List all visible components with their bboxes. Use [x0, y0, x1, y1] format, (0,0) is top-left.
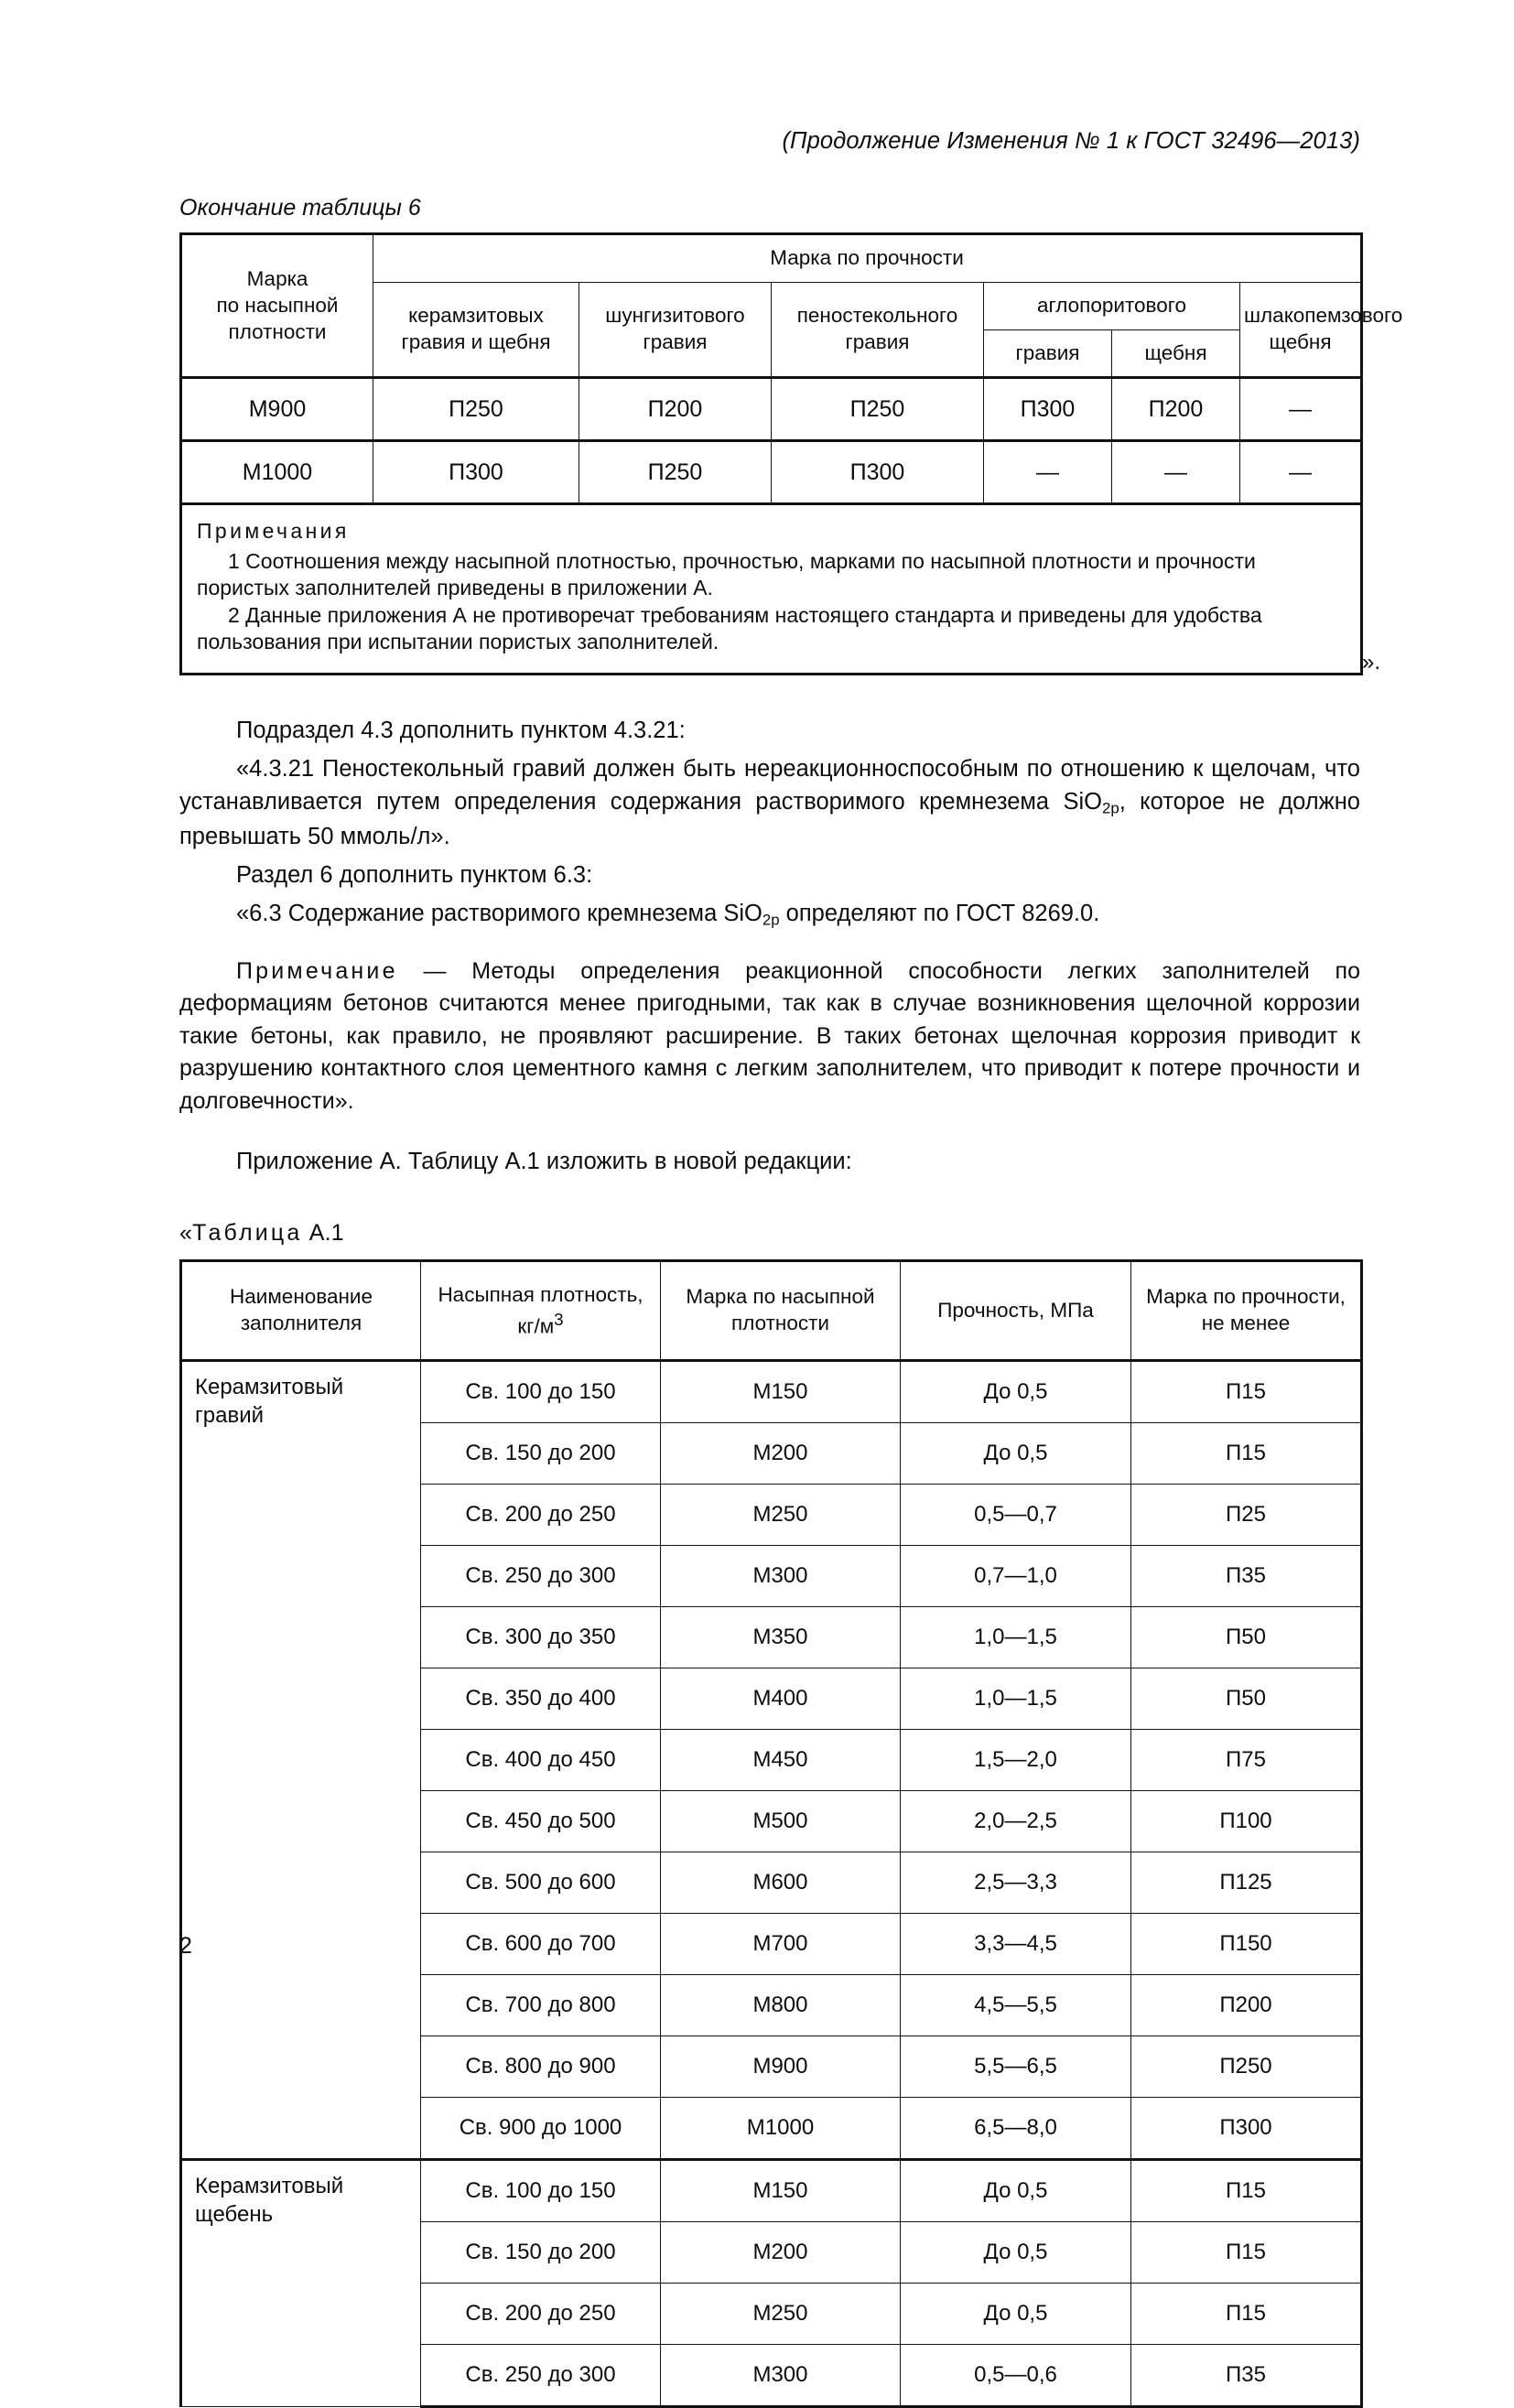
table6-header-shungizit-l1: шунгизитового — [605, 304, 745, 328]
tableA1-header-density-unit: кг/м — [517, 1314, 555, 1338]
tableA1-group-name-l1: Керамзитовый — [195, 2174, 344, 2199]
tableA1-cell-strength-grade: П35 — [1131, 2345, 1362, 2407]
table6-header-penosteklo-l1: пеностекольного — [796, 304, 958, 328]
tableA1-cell-grade: М250 — [661, 2284, 901, 2345]
tableA1-header-density-l1: Насыпная плотность, — [438, 1282, 643, 1306]
table6-header-aglo-graviy: гравия — [984, 329, 1112, 378]
tableA1-cell-strength-grade: П15 — [1131, 2284, 1362, 2345]
tableA1-cell-strength-grade: П50 — [1131, 1607, 1362, 1668]
paragraph-6-3-part-a: «6.3 Содержание растворимого кремнезема SiO — [236, 900, 762, 926]
table6-header-aglo-group: аглопоритового — [984, 282, 1240, 329]
tableA1-header-name — [181, 1261, 421, 1361]
tableA1-cell-strength: 1,5—2,0 — [901, 1730, 1131, 1791]
table6-cell-aglo-scheben: — — [1112, 441, 1240, 504]
tableA1-cell-grade: М350 — [661, 1607, 901, 1668]
paragraph-note — [179, 956, 1360, 1118]
table6-body — [181, 378, 1362, 674]
table6-header-shungizit — [579, 282, 772, 378]
tableA1-cell-density: Св. 150 до 200 — [421, 2222, 661, 2284]
tableA1-cell-density: Св. 200 до 250 — [421, 1485, 661, 1546]
tableA1-cell-strength-grade: П15 — [1131, 1423, 1362, 1485]
tableA1-cell-strength: До 0,5 — [901, 2284, 1131, 2345]
table6-cell-keramzit: П300 — [373, 441, 579, 504]
tableA1-cell-strength: До 0,5 — [901, 1361, 1131, 1423]
tableA1-body — [181, 1361, 1362, 2407]
tableA1-cell-grade: М1000 — [661, 2098, 901, 2160]
tableA1-cell-strength-grade: П125 — [1131, 1852, 1362, 1914]
tableA1-caption — [179, 1220, 1360, 1247]
tableA1-header-name-l2: заполнителя — [240, 1312, 362, 1335]
tableA1-header-density-grade — [661, 1261, 901, 1361]
table6-notes-title: Примечания — [197, 519, 350, 544]
tableA1-cell-strength-grade: П150 — [1131, 1914, 1362, 1975]
tableA1-cell-grade: М600 — [661, 1852, 901, 1914]
note-label: Примечание — [236, 957, 398, 984]
table-row — [181, 2160, 1362, 2222]
tableA1-cell-strength-grade: П100 — [1131, 1791, 1362, 1852]
tableA1-header-name-l1: Наименование — [230, 1285, 373, 1309]
table6-header-grade-l1: Марка — [246, 267, 308, 290]
paragraph-6-3-part-b: определяют по ГОСТ 8269.0. — [779, 900, 1100, 926]
tableA1-cell-strength: 2,0—2,5 — [901, 1791, 1131, 1852]
tableA1-header-density-grade-l2: плотности — [731, 1312, 829, 1335]
tableA1-cell-density: Св. 700 до 800 — [421, 1975, 661, 2036]
tableA1-cell-strength: 3,3—4,5 — [901, 1914, 1131, 1975]
tableA1-cell-density: Св. 250 до 300 — [421, 1546, 661, 1607]
tableA1-cell-grade: М450 — [661, 1730, 901, 1791]
tableA1-cell-grade: М150 — [661, 1361, 901, 1423]
table6-header-grade — [181, 234, 373, 378]
table6-header-keramzit — [373, 282, 579, 378]
table6-cell-grade: М900 — [181, 378, 373, 441]
table6-header-shlakopemza-l2: щебня — [1269, 330, 1332, 354]
tableA1-header-strength-grade-l1: Марка по прочности, — [1146, 1285, 1346, 1309]
table6-header-group-strength: Марка по прочности — [373, 234, 1362, 283]
table6-notes — [181, 504, 1362, 674]
tableA1-cell-strength-grade: П35 — [1131, 1546, 1362, 1607]
tableA1-cell-density: Св. 100 до 150 — [421, 2160, 661, 2222]
table6-closing-quote: ». — [1361, 649, 1380, 675]
table6-cell-aglo-graviy: П300 — [984, 378, 1112, 441]
paragraph-4-3-21 — [179, 752, 1360, 853]
tableA1-header-density-grade-l1: Марка по насыпной — [686, 1285, 875, 1309]
tableA1-cell-strength-grade: П200 — [1131, 1975, 1362, 2036]
tableA1-cell-strength: 0,5—0,6 — [901, 2345, 1131, 2407]
tableA1-cell-strength: До 0,5 — [901, 2160, 1131, 2222]
table6-head — [181, 234, 1403, 378]
tableA1-cell-strength: 0,7—1,0 — [901, 1546, 1131, 1607]
tableA1-cell-density: Св. 800 до 900 — [421, 2036, 661, 2098]
tableA1-cell-grade: М800 — [661, 1975, 901, 2036]
table6-header-grade-l2: по насыпной — [216, 293, 339, 317]
table6-cell-grade: М1000 — [181, 441, 373, 504]
tableA1-cell-density: Св. 400 до 450 — [421, 1730, 661, 1791]
tableA1-cell-grade: М700 — [661, 1914, 901, 1975]
paragraph-appendix-a: Приложение А. Таблицу А.1 изложить в новой редакции: — [236, 1149, 852, 1175]
tableA1-cell-density: Св. 200 до 250 — [421, 2284, 661, 2345]
table6-header-shlakopemza — [1240, 282, 1403, 378]
tableA1-cell-strength-grade: П25 — [1131, 1485, 1362, 1546]
table6-header-shlakopemza-l1: шлакопемзового — [1244, 304, 1403, 328]
paragraph-6-3 — [179, 897, 1360, 932]
tableA1-head — [181, 1261, 1362, 1361]
tableA1-group-name-l2: гравий — [195, 1403, 265, 1429]
tableA1-cell-grade: М900 — [661, 2036, 901, 2098]
tableA1-cell-strength: До 0,5 — [901, 1423, 1131, 1485]
tableA1-cell-density: Св. 300 до 350 — [421, 1607, 661, 1668]
tableA1-cell-strength: 2,5—3,3 — [901, 1852, 1131, 1914]
table-6 — [179, 232, 1403, 675]
table6-note-2: 2 Данные приложения А не противоречат требованиям настоящего стандарта и приведены для удобства пользования при испытании пористых заполнителей. — [197, 602, 1262, 654]
tableA1-cell-strength-grade: П50 — [1131, 1668, 1362, 1730]
tableA1-cell-strength: 1,0—1,5 — [901, 1607, 1131, 1668]
table6-header-row-1 — [181, 234, 1362, 283]
tableA1-cell-density: Св. 500 до 600 — [421, 1852, 661, 1914]
tableA1-group-name-l2: щебень — [195, 2202, 274, 2228]
table6-header-penosteklo — [772, 282, 984, 378]
table-row — [181, 1361, 1362, 1423]
table6-notes-row — [181, 504, 1362, 674]
note-text: Методы определения реакционной способности легких заполнителей по деформациям бетонов считаются менее пригодными, так как в случае возникновения щелочной коррозии такие бетоны, как правило, не проявляют расширение. В таких бетонах щелочная коррозия приводит к разрушению контактного слоя цементного камня с легким заполнителем, что приводит к потере прочности и долговечности». — [179, 957, 1360, 1114]
tableA1-group-name-l1: Керамзитовый — [195, 1375, 344, 1400]
page-content — [179, 0, 1403, 2408]
tableA1-header-row — [181, 1261, 1362, 1361]
tableA1-cell-grade: М300 — [661, 1546, 901, 1607]
paragraph-4-3-21-part-a: «4.3.21 Пеностекольный гравий должен быть нереакционноспособным по отношению к щелочам, что устанавливается путем определения содержания растворимого кремнезема SiO — [179, 755, 1360, 815]
table6-cell-shungizit: П250 — [579, 441, 772, 504]
tableA1-cell-density: Св. 450 до 500 — [421, 1791, 661, 1852]
tableA1-cell-strength: 5,5—6,5 — [901, 2036, 1131, 2098]
tableA1-header-strength: Прочность, МПа — [901, 1261, 1131, 1361]
sio2p-subscript: 2р — [1101, 799, 1119, 817]
tableA1-cell-strength-grade: П300 — [1131, 2098, 1362, 2160]
paragraph-subsection-4-3: Подраздел 4.3 дополнить пунктом 4.3.21: — [236, 717, 686, 743]
tableA1-header-density — [421, 1261, 661, 1361]
tableA1-cell-strength-grade: П15 — [1131, 2160, 1362, 2222]
cubic-exponent: 3 — [554, 1309, 564, 1329]
table6-cell-shlakopemza: — — [1240, 441, 1362, 504]
tableA1-caption-word: Таблица — [192, 1220, 303, 1247]
tableA1-header-strength-grade-l2: не менее — [1201, 1312, 1291, 1335]
table6-header-keramzit-l1: керамзитовых — [408, 304, 544, 328]
table6-header-aglo-scheben: щебня — [1112, 329, 1240, 378]
tableA1-header-density-l2 — [425, 1309, 656, 1340]
table-a1 — [179, 1259, 1363, 2408]
tableA1-caption-number: А.1 — [308, 1220, 344, 1247]
tableA1-group-name — [181, 2160, 421, 2407]
table-row — [181, 378, 1362, 441]
tableA1-cell-grade: М200 — [661, 2222, 901, 2284]
sio2p-subscript: 2р — [762, 911, 780, 929]
table6-caption: Окончание таблицы 6 — [179, 195, 421, 221]
note-dash: — — [397, 957, 472, 984]
tableA1-cell-density: Св. 900 до 1000 — [421, 2098, 661, 2160]
paragraph-section-6: Раздел 6 дополнить пунктом 6.3: — [236, 861, 593, 888]
tableA1-cell-grade: М200 — [661, 1423, 901, 1485]
tableA1-cell-strength-grade: П15 — [1131, 2222, 1362, 2284]
table-row — [181, 441, 1362, 504]
table6-header-shungizit-l2: гравия — [643, 330, 708, 354]
tableA1-cell-strength-grade: П75 — [1131, 1730, 1362, 1791]
table6-header-keramzit-l2: гравия и щебня — [401, 330, 551, 354]
table6-header-penosteklo-l2: гравия — [845, 330, 910, 354]
tableA1-header-strength-grade — [1131, 1261, 1362, 1361]
table6-cell-aglo-graviy: — — [984, 441, 1112, 504]
tableA1-cell-strength: До 0,5 — [901, 2222, 1131, 2284]
paragraph-4-3-21-part-b: , которое не должно превышать 50 ммоль/л». — [179, 788, 1360, 849]
table6-note-1: 1 Соотношения между насыпной плотностью, прочностью, марками по насыпной плотности и прочности пористых заполнителей приведены в приложении А. — [197, 548, 1256, 600]
table6-cell-shlakopemza: — — [1240, 378, 1362, 441]
tableA1-cell-grade: М150 — [661, 2160, 901, 2222]
tableA1-cell-strength-grade: П250 — [1131, 2036, 1362, 2098]
tableA1-cell-grade: М400 — [661, 1668, 901, 1730]
tableA1-cell-density: Св. 350 до 400 — [421, 1668, 661, 1730]
tableA1-cell-density: Св. 600 до 700 — [421, 1914, 661, 1975]
tableA1-cell-density: Св. 150 до 200 — [421, 1423, 661, 1485]
page-number: 2 — [179, 1933, 192, 1959]
tableA1-caption-quote: « — [179, 1220, 193, 1247]
tableA1-cell-grade: М300 — [661, 2345, 901, 2407]
tableA1-cell-strength: 1,0—1,5 — [901, 1668, 1131, 1730]
table6-cell-keramzit: П250 — [373, 378, 579, 441]
tableA1-cell-strength-grade: П15 — [1131, 1361, 1362, 1423]
tableA1-cell-strength: 0,5—0,7 — [901, 1485, 1131, 1546]
tableA1-cell-strength: 6,5—8,0 — [901, 2098, 1131, 2160]
tableA1-cell-density: Св. 100 до 150 — [421, 1361, 661, 1423]
table6-cell-penosteklo: П300 — [772, 441, 984, 504]
table6-cell-shungizit: П200 — [579, 378, 772, 441]
tableA1-cell-grade: М500 — [661, 1791, 901, 1852]
tableA1-cell-grade: М250 — [661, 1485, 901, 1546]
table6-cell-penosteklo: П250 — [772, 378, 984, 441]
tableA1-group-name — [181, 1361, 421, 2160]
tableA1-cell-density: Св. 250 до 300 — [421, 2345, 661, 2407]
tableA1-cell-strength: 4,5—5,5 — [901, 1975, 1131, 2036]
table6-cell-aglo-scheben: П200 — [1112, 378, 1240, 441]
table6-header-grade-l3: плотности — [228, 319, 327, 343]
running-header: (Продолжение Изменения № 1 к ГОСТ 32496—2013) — [782, 128, 1360, 154]
